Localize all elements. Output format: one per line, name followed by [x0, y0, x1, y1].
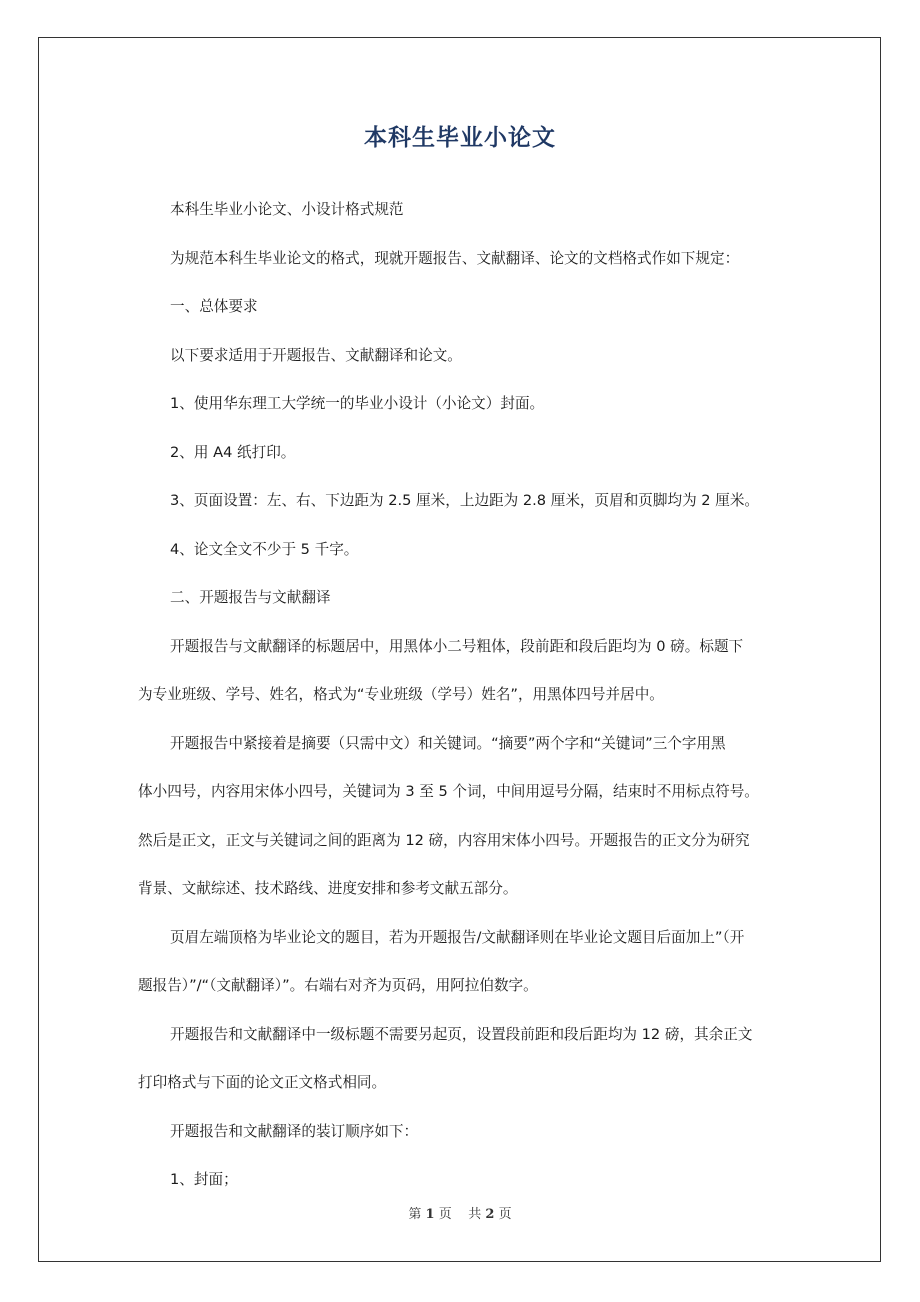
- paragraph-line: 本科生毕业小论文、小设计格式规范: [170, 201, 404, 218]
- section-heading-proposal: [138, 574, 788, 623]
- list-item-binding-cover: [138, 1156, 788, 1205]
- paragraph-intro: [138, 235, 788, 284]
- paragraph-line: 打印格式与下面的论文正文格式相同。: [138, 1074, 387, 1091]
- section-heading-general: [138, 283, 788, 332]
- paragraph-line: 题报告）”/“（文献翻译）”。右端右对齐为页码，用阿拉伯数字。: [138, 977, 538, 994]
- paragraph-heading-spacing: [138, 1011, 788, 1108]
- list-item-paper: [138, 429, 788, 478]
- paragraph-line: 3、页面设置：左、右、下边距为 2.5 厘米，上边距为 2.8 厘米，页眉和页脚均为 2 厘米。: [170, 492, 760, 509]
- paragraph-line: 体小四号，内容用宋体小四号，关键词为 3 至 5 个词，中间用逗号分隔，结束时不用标点符号。: [138, 783, 759, 800]
- list-item-page-setup: [138, 477, 788, 526]
- paragraph-line: 开题报告与文献翻译的标题居中，用黑体小二号粗体，段前距和段后距均为 0 磅。标题下: [170, 637, 744, 655]
- paragraph-line: 1、使用华东理工大学统一的毕业小设计（小论文）封面。: [170, 395, 545, 412]
- paragraph-line: 开题报告和文献翻译的装订顺序如下：: [170, 1122, 419, 1140]
- document-title: 本科生毕业小论文: [364, 125, 556, 151]
- total-pages-number: 2: [485, 1207, 495, 1222]
- paragraph-line: 为规范本科生毕业论文的格式，现就开题报告、文献翻译、论文的文档格式作如下规定：: [170, 249, 740, 267]
- paragraph-line: 2、用 A4 纸打印。: [170, 443, 296, 461]
- paragraph-title-format: [138, 623, 788, 720]
- list-item-cover: [138, 380, 788, 429]
- paragraph-abstract-format: [138, 720, 788, 914]
- paragraph-line: 1、封面；: [170, 1171, 238, 1188]
- paragraph-header-format: [138, 914, 788, 1011]
- paragraph-scope: [138, 332, 788, 381]
- paragraph-subtitle: [138, 186, 788, 235]
- paragraph-line: 4、论文全文不少于 5 千字。: [170, 540, 359, 558]
- page-footer: [0, 1204, 920, 1226]
- page-label-suffix: 页: [438, 1207, 452, 1222]
- page-label-prefix: 第: [408, 1207, 422, 1222]
- paragraph-binding-order: [138, 1108, 788, 1157]
- list-item-length: [138, 526, 788, 575]
- current-page-number: 1: [425, 1207, 435, 1222]
- paragraph-line: 二、开题报告与文献翻译: [170, 589, 331, 606]
- paragraph-line: 一、总体要求: [170, 298, 258, 315]
- paragraph-line: 背景、文献综述、技术路线、进度安排和参考文献五部分。: [138, 880, 518, 897]
- paragraph-line: 页眉左端顶格为毕业论文的题目，若为开题报告/文献翻译则在毕业论文题目后面加上”（开: [170, 928, 745, 946]
- paragraph-line: 开题报告和文献翻译中一级标题不需要另起页，设置段前距和段后距均为 12 磅，其余正文: [170, 1025, 753, 1043]
- paragraph-line: 开题报告中紧接着是摘要（只需中文）和关键词。“摘要”两个字和“关键词”三个字用黑: [170, 734, 726, 752]
- document-body: [138, 186, 788, 1205]
- total-label-prefix: 共: [468, 1207, 482, 1222]
- paragraph-line: 以下要求适用于开题报告、文献翻译和论文。: [170, 346, 462, 364]
- total-label-suffix: 页: [498, 1207, 512, 1222]
- paragraph-line: 然后是正文，正文与关键词之间的距离为 12 磅，内容用宋体小四号。开题报告的正文分为研究: [138, 831, 750, 849]
- paragraph-line: 为专业班级、学号、姓名，格式为“专业班级（学号）姓名”，用黑体四号并居中。: [138, 686, 664, 703]
